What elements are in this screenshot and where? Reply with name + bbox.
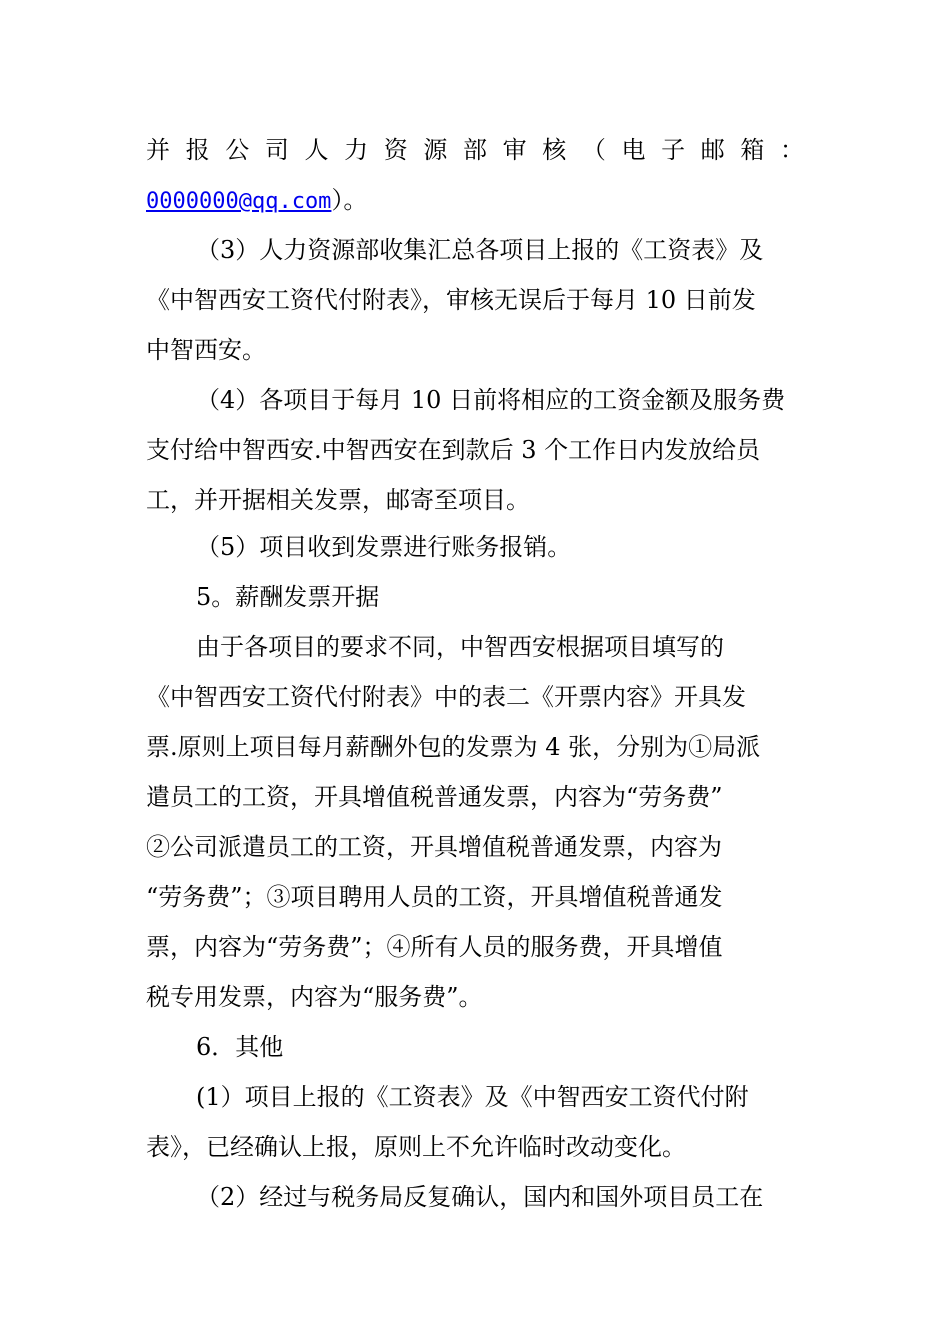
paragraph-line: 票.原则上项目每月薪酬外包的发票为 4 张，分别为①局派 [146,733,761,761]
paragraph-line: 遣员工的工资，开具增值税普通发票，内容为“劳务费” [146,783,723,811]
paragraph-line: 税专用发票，内容为“服务费”。 [146,983,483,1011]
paragraph-line: 中智西安。 [146,336,266,364]
email-suffix: ）。 [331,186,368,214]
paragraph-line: 并 报 公 司 人 力 资 源 部 审 核 （ 电 子 邮 箱 ： [146,136,804,164]
paragraph-line: 由于各项目的要求不同，中智西安根据项目填写的 [196,633,724,661]
paragraph-line: 票，内容为“劳务费”；④所有人员的服务费，开具增值 [146,933,723,961]
email-link[interactable]: 0000000@qq.com [146,189,332,214]
paragraph-line: 表》，已经确认上报，原则上不允许临时改动变化。 [146,1133,686,1161]
paragraph-line: （2）经过与税务局反复确认，国内和国外项目员工在 [196,1183,764,1211]
paragraph-line: 工，并开据相关发票，邮寄至项目。 [146,486,530,514]
paragraph-line: ②公司派遣员工的工资，开具增值税普通发票，内容为 [146,833,722,861]
paragraph-line: 《中智西安工资代付附表》，审核无误后于每月 10 日前发 [146,286,756,314]
paragraph-line: 支付给中智西安.中智西安在到款后 3 个工作日内发放给员 [146,436,761,464]
paragraph-line: （4）各项目于每月 10 日前将相应的工资金额及服务费 [196,386,786,414]
paragraph-line: （5）项目收到发票进行账务报销。 [196,533,572,561]
section-heading: 5。薪酬发票开据 [196,583,380,611]
paragraph-line: (1）项目上报的《工资表》及《中智西安工资代付附 [196,1083,749,1111]
email-line [146,175,804,225]
section-heading: 6．其他 [196,1033,284,1061]
paragraph-line: 《中智西安工资代付附表》中的表二《开票内容》开具发 [146,683,746,711]
paragraph-line: （3）人力资源部收集汇总各项目上报的《工资表》及 [196,236,764,264]
paragraph-line: “劳务费”；③项目聘用人员的工资，开具增值税普通发 [146,883,723,911]
